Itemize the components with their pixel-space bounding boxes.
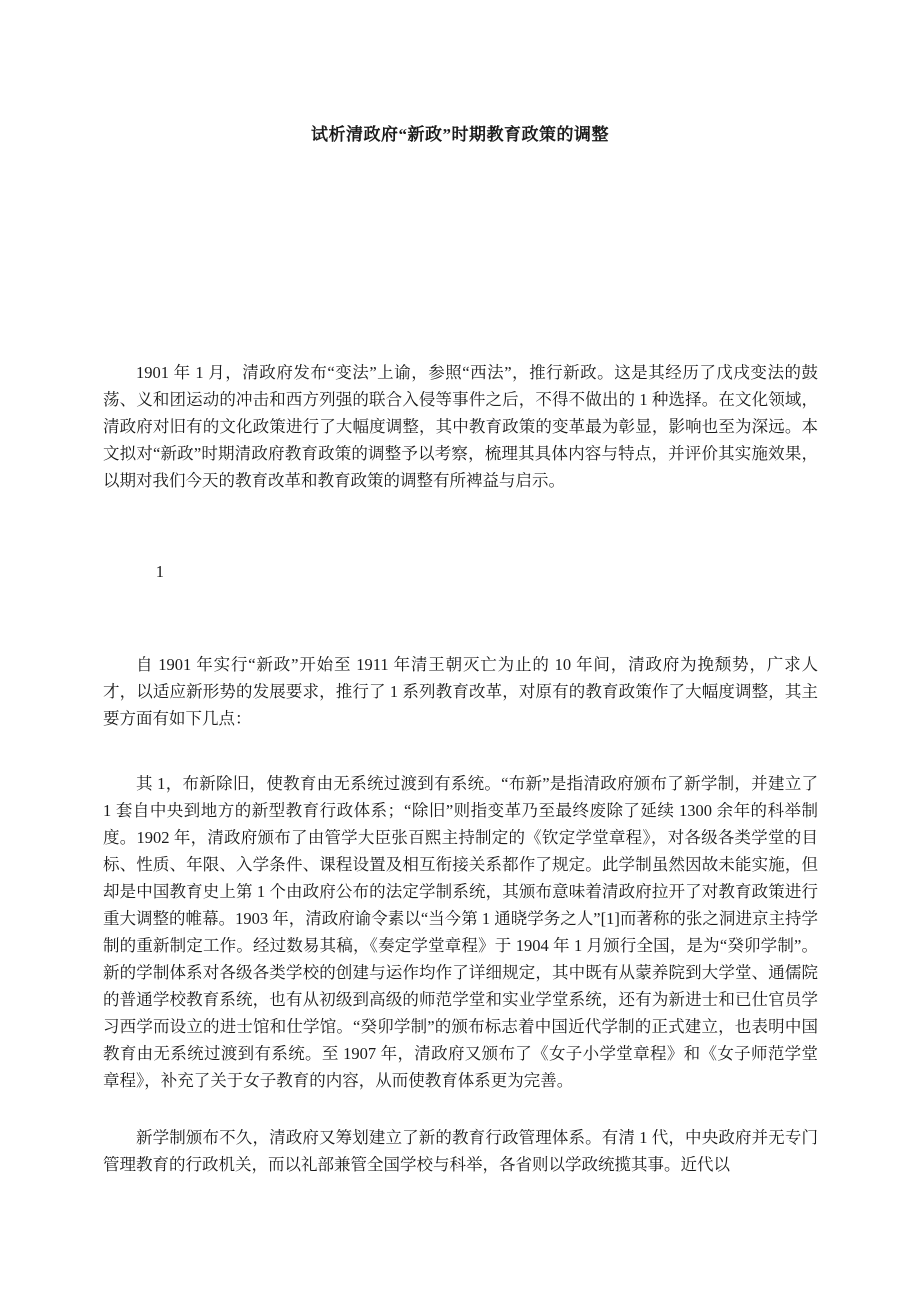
body-paragraph-admin-system: 新学制颁布不久，清政府又筹划建立了新的教育行政管理体系。有清 1 代，中央政府并无专门管理教育的行政机关，而以礼部兼管全国学校与科举，各省则以学政统揽其事。近代以 — [103, 1128, 818, 1175]
body-paragraph-overview: 自 1901 年实行“新政”开始至 1911 年清王朝灭亡为止的 10 年间，清政府为挽颓势，广求人才，以适应新形势的发展要求，推行了 1 系列教育改革，对原有的教育政策作了大幅度调整，其主要方面有如下几点： — [103, 655, 818, 729]
body-paragraph-intro: 1901 年 1 月，清政府发布“变法”上谕，参照“西法”，推行新政。这是其经历了戊戌变法的鼓荡、义和团运动的冲击和西方列强的联合入侵等事件之后，不得不做出的 1 种选择。在文化领域，清政府对旧有的文化政策进行了大幅度调整，其中教育政策的变革最为彰显，影响也至为深远。本文拟对“新政”时期清政府教育政策的调整予以考察，梳理其具体内容与特点，并评价其实施效果，以期对我们今天的教育改革和教育政策的调整有所裨益与启示。 — [103, 363, 818, 491]
document-title: 试析清政府“新政”时期教育政策的调整 — [311, 125, 609, 145]
section-heading-1: 1 — [155, 562, 165, 582]
body-paragraph-school-system: 其 1，布新除旧，使教育由无系统过渡到有系统。“布新”是指清政府颁布了新学制，并建立了 1 套自中央到地方的新型教育行政体系；“除旧”则指变革乃至最终废除了延续 1300 余年的科举制度。1902 年，清政府颁布了由管学大臣张百熙主持制定的《钦定学堂章程》，对各级各类学堂的目标、性质、年限、入学条件、课程设置及相互衔接关系都作了规定。此学制虽然因故未能实施，但却是中国教育史上第 1 个由政府公布的法定学制系统，其颁布意味着清政府拉开了对教育政策进行重大调整的帷幕。1903 年，清政府谕令素以“当今第 1 通晓学务之人”[1]而著称的张之洞进京主持学制的重新制定工作。经过数易其稿，《奏定学堂章程》于 1904 年 1 月颁行全国，是为“癸卯学制”。新的学制体系对各级各类学校的创建与运作均作了详细规定，其中既有从蒙养院到大学堂、通儒院的普通学校教育系统，也有从初级到高级的师范学堂和实业学堂系统，还有为新进士和已仕官员学习西学而设立的进士馆和仕学馆。“癸卯学制”的颁布标志着中国近代学制的正式建立，也表明中国教育由无系统过渡到有系统。至 1907 年，清政府又颁布了《女子小学堂章程》和《女子师范学堂章程》，补充了关于女子教育的内容，从而使教育体系更为完善。 — [103, 774, 818, 1091]
document-body — [103, 359, 818, 1178]
